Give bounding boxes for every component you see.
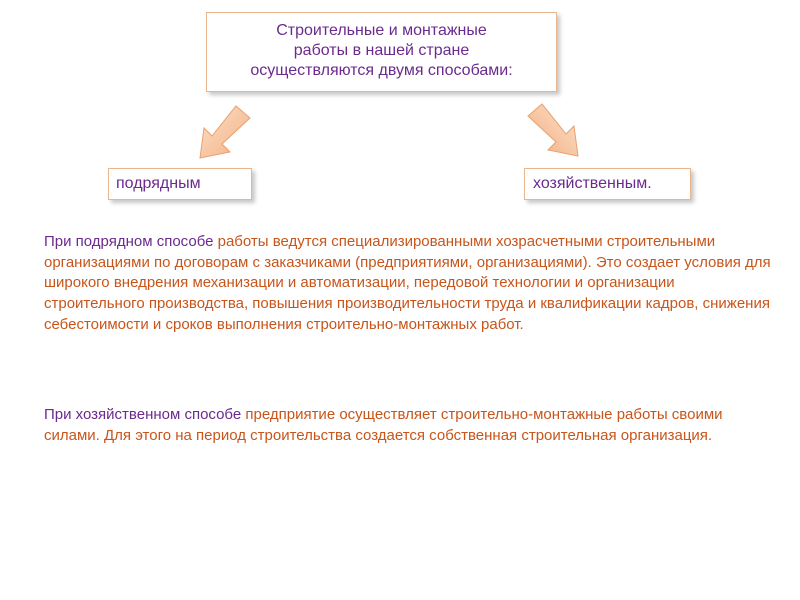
title-line-1: Строительные и монтажные bbox=[276, 22, 487, 39]
down-left-arrow-icon bbox=[196, 104, 256, 162]
contract-method-term: При подрядном способе bbox=[44, 233, 214, 250]
contract-method-box bbox=[108, 168, 252, 200]
down-right-arrow-icon bbox=[522, 100, 582, 158]
inhouse-method-box bbox=[524, 168, 691, 200]
title-line-2: работы в нашей стране bbox=[293, 42, 470, 59]
inhouse-method-text: предприятие осуществляет строительно-монтажные работы своими силами. Для этого на период строительства создается собственная строительная организация. bbox=[44, 406, 723, 444]
title-box bbox=[206, 12, 557, 92]
contract-method-label: подрядным bbox=[116, 175, 201, 192]
title-line-3: осуществляются двумя способами: bbox=[250, 62, 513, 79]
contract-method-text: работы ведутся специализированными хозрасчетными строительными организациями по договорам с заказчиками (предприятиями, организациями). Это создает условия для широкого внедрения механизации и автоматизации, передовой технологии и организации строительного производства, повышения производительности труда и квалификации кадров, снижения себестоимости и сроков выполнения строительно-монтажных работ. bbox=[44, 233, 771, 333]
inhouse-method-term: При хозяйственном способе bbox=[44, 406, 242, 423]
inhouse-method-paragraph bbox=[44, 405, 774, 446]
inhouse-method-label: хозяйственным. bbox=[533, 175, 652, 192]
contract-method-paragraph bbox=[44, 232, 774, 336]
